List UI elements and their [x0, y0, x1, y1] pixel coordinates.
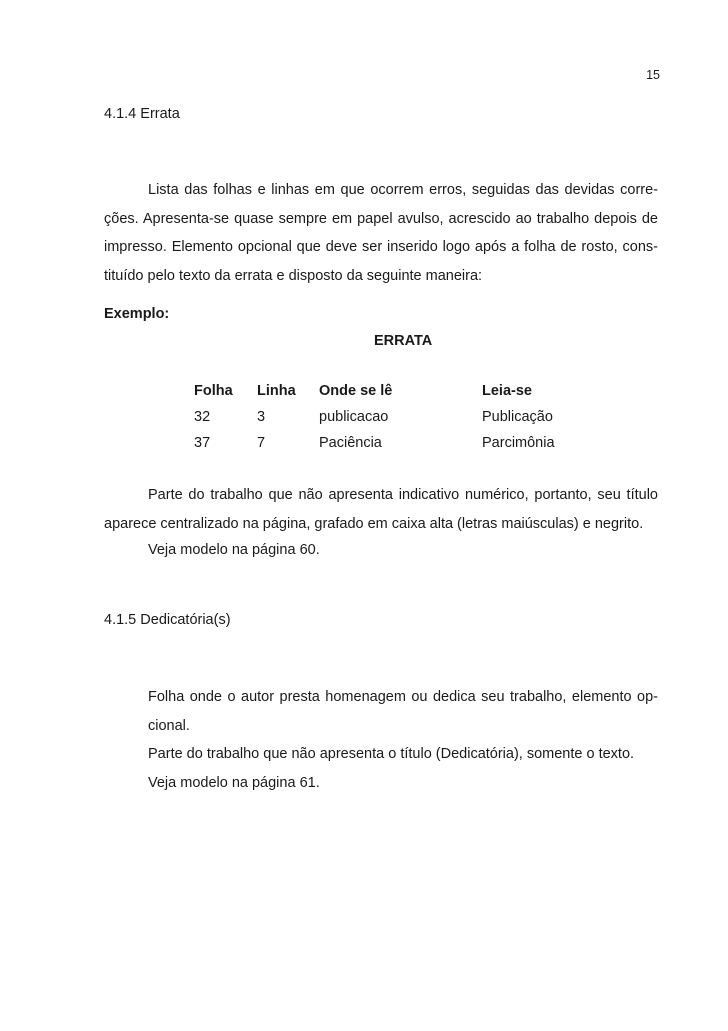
table-cell: 32	[194, 409, 211, 425]
dedicatoria-model-reference: Veja modelo na página 61.	[148, 774, 320, 791]
table-cell: Publicação	[482, 409, 553, 425]
errata-note-paragraph	[104, 481, 658, 538]
table-cell: Parcimônia	[482, 435, 555, 451]
section-heading-dedicatoria: 4.1.5 Dedicatória(s)	[104, 612, 231, 628]
table-cell: 7	[257, 435, 266, 451]
column-header-onde-se-le: Onde se lê	[319, 383, 393, 399]
example-label: Exemplo:	[104, 306, 170, 322]
column-header-linha: Linha	[257, 383, 296, 399]
page-number: 15	[646, 68, 660, 82]
table-cell: 37	[194, 435, 211, 451]
errata-table	[194, 378, 602, 456]
section-heading-errata: 4.1.4 Errata	[104, 106, 180, 122]
errata-title: ERRATA	[374, 333, 433, 349]
paragraph-line: ções. Apresenta-se quase sempre em papel avulso, acrescido ao trabalho depois de	[104, 210, 658, 227]
dedicatoria-paragraph	[148, 683, 658, 797]
dedicatoria-note: Parte do trabalho que não apresenta o título (Dedicatória), somente o texto.	[148, 746, 635, 762]
column-header-leia-se: Leia-se	[482, 383, 532, 399]
paragraph-line: impresso. Elemento opcional que deve ser inserido logo após a folha de rosto, cons-	[104, 239, 658, 255]
errata-model-reference: Veja modelo na página 60.	[148, 542, 320, 558]
table-row	[194, 430, 602, 456]
table-cell: Paciência	[319, 435, 382, 451]
table-header-row	[194, 378, 602, 404]
table-cell: 3	[257, 409, 266, 425]
paragraph-line: tituído pelo texto da errata e disposto da seguinte maneira:	[104, 267, 483, 284]
paragraph-line: aparece centralizado na página, grafado em caixa alta (letras maiúsculas) e negrito.	[104, 515, 644, 532]
paragraph-line: Folha onde o autor presta homenagem ou dedica seu trabalho, elemento op-	[148, 689, 658, 705]
table-cell: publicacao	[319, 409, 389, 425]
column-header-folha: Folha	[194, 383, 233, 399]
paragraph-line: Lista das folhas e linhas em que ocorrem erros, seguidas das devidas corre-	[148, 182, 658, 198]
errata-paragraph	[104, 176, 658, 290]
paragraph-line: cional.	[148, 717, 190, 734]
table-row	[194, 404, 602, 430]
paragraph-line: Parte do trabalho que não apresenta indicativo numérico, portanto, seu título	[148, 487, 658, 503]
